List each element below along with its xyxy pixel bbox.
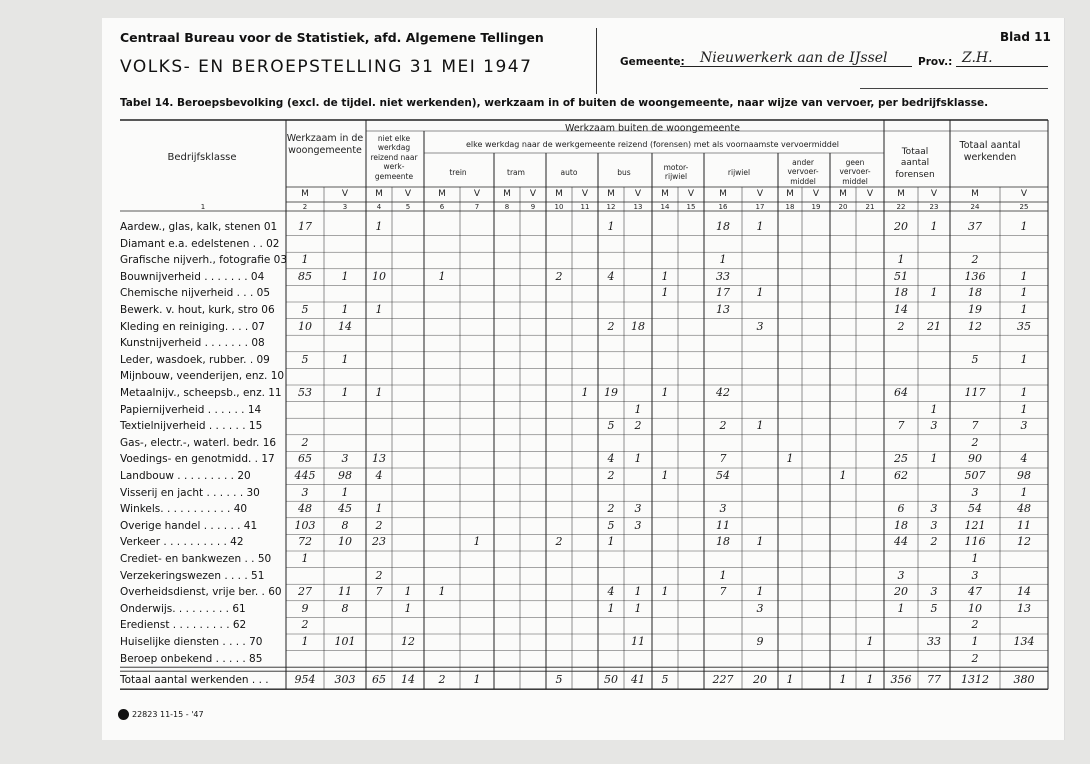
row-label: Chemische nijverheid . . . 05: [120, 287, 271, 300]
v-header-col-15: V: [687, 189, 695, 199]
cell-value: 1: [301, 253, 309, 267]
column-number-12: 12: [606, 203, 616, 211]
cell-value: 9: [756, 635, 764, 648]
cell-value: 3: [930, 502, 938, 516]
cell-value: 54: [968, 502, 982, 516]
cell-value: 18: [968, 286, 982, 300]
m-header-col-12: M: [607, 189, 615, 199]
header-totaal-forensen: Totaal aantal forensen: [895, 147, 935, 180]
v-header-col-11: V: [581, 189, 589, 199]
row-label: Kunstnijverheid . . . . . . . 08: [120, 337, 265, 350]
cell-value: 1: [661, 469, 669, 482]
cell-value: 54: [716, 469, 730, 482]
v-header-col-19: V: [812, 189, 820, 199]
cell-value: 2: [555, 269, 563, 283]
cell-value: 1: [375, 220, 383, 233]
cell-value: 64: [894, 386, 908, 399]
header-trein: trein: [449, 168, 467, 177]
header-geen-vervoermiddel: geen vervoer-middel: [839, 158, 871, 186]
cell-value: 1: [1020, 386, 1028, 399]
cell-value: 3: [930, 518, 938, 532]
cell-value: 45: [338, 502, 352, 516]
cell-value: 1: [1020, 286, 1028, 300]
cell-value: 10: [338, 535, 352, 549]
column-number-25: 25: [1019, 203, 1029, 211]
cell-value: 1: [661, 269, 669, 283]
cell-value: 2: [301, 435, 309, 449]
cell-value: 2: [897, 319, 905, 333]
cell-value: 2: [971, 618, 979, 632]
cell-value: 37: [968, 220, 982, 233]
cell-value: 7: [719, 585, 727, 599]
cell-value: 1: [341, 386, 349, 399]
header-bus: bus: [617, 168, 631, 177]
cell-value: 1: [786, 452, 794, 466]
row-label: Overheidsdienst, vrije ber. . 60: [120, 586, 282, 599]
cell-value: 1: [581, 386, 589, 399]
m-header-col-14: M: [661, 189, 669, 199]
cell-value: 1: [1020, 352, 1028, 366]
row-label: Overige handel . . . . . . 41: [120, 519, 258, 532]
row-label: Gas-, electr.-, waterl. bedr. 16: [120, 436, 277, 449]
cell-value: 3: [1020, 419, 1028, 433]
cell-value: 11: [716, 518, 730, 532]
cell-value: 1: [404, 585, 412, 599]
m-header-col-20: M: [839, 189, 847, 199]
v-header-col-9: V: [529, 189, 537, 199]
header-totaal-werkenden: Totaal aantal werkenden: [959, 140, 1021, 163]
cell-value: 48: [298, 502, 312, 516]
cell-value: 12: [968, 319, 982, 333]
cell-value: 1: [1020, 269, 1028, 283]
gemeente-value: Nieuwerkerk aan de IJssel: [700, 50, 888, 66]
cell-value: 3: [756, 601, 764, 615]
cell-value: 77: [927, 673, 941, 687]
cell-value: 2: [607, 502, 615, 516]
cell-value: 1: [661, 286, 669, 300]
cell-value: 19: [604, 386, 618, 399]
cell-value: 5: [607, 518, 615, 532]
cell-value: 1: [404, 601, 412, 615]
row-label: Metaalnijv., scheepsb., enz. 11: [120, 387, 282, 399]
cell-value: 1: [301, 552, 309, 565]
cell-value: 1: [1020, 402, 1028, 416]
cell-value: 2: [930, 535, 938, 549]
cell-value: 72: [298, 535, 312, 549]
column-number-23: 23: [929, 203, 939, 211]
row-label: Bewerk. v. hout, kurk, stro 06: [120, 304, 275, 316]
cell-value: 3: [971, 568, 979, 582]
column-number-19: 19: [811, 203, 821, 211]
cell-value: 1: [341, 352, 349, 366]
cell-value: 1: [634, 452, 642, 466]
m-header-col-10: M: [555, 189, 563, 199]
header-niet-elke: niet elke werkdag reizend naar werk-gemeente: [370, 134, 418, 181]
cell-value: 44: [894, 535, 908, 549]
cell-value: 1: [375, 386, 383, 399]
cell-value: 90: [968, 452, 982, 466]
cell-value: 1: [341, 485, 349, 499]
cell-value: 85: [298, 269, 312, 283]
cell-value: 18: [894, 286, 908, 300]
cell-value: 1: [607, 601, 615, 615]
cell-value: 1: [661, 585, 669, 599]
cell-value: 1: [375, 502, 383, 516]
cell-value: 20: [753, 673, 767, 687]
cell-value: 27: [298, 585, 312, 599]
cell-value: 65: [298, 452, 312, 466]
cell-value: 303: [334, 673, 356, 687]
cell-value: 98: [1017, 469, 1031, 482]
cell-value: 3: [341, 452, 349, 466]
cell-value: 4: [607, 269, 615, 283]
row-label: Verzekeringswezen . . . . 51: [120, 569, 265, 582]
m-header-col-22: M: [897, 189, 905, 199]
cell-value: 1: [930, 286, 938, 300]
cell-value: 20: [894, 220, 908, 233]
cell-value: 1312: [961, 673, 989, 687]
cell-value: 18: [716, 220, 730, 233]
cell-value: 3: [897, 568, 905, 582]
cell-value: 10: [372, 269, 386, 283]
cell-value: 4: [375, 469, 383, 482]
cell-value: 1: [473, 673, 481, 687]
row-label: Bouwnijverheid . . . . . . . 04: [120, 270, 265, 283]
cell-value: 7: [971, 419, 979, 433]
cell-value: 2: [971, 253, 979, 267]
row-label: Totaal aantal werkenden . . .: [120, 674, 269, 687]
header-auto: auto: [560, 168, 578, 177]
cell-value: 101: [334, 635, 356, 648]
cell-value: 5: [971, 352, 979, 366]
cell-value: 2: [971, 651, 979, 665]
cell-value: 1: [1020, 303, 1028, 316]
header-werkzaam-buiten: Werkzaam buiten de woongemeente: [564, 123, 740, 134]
row-label: Aardew., glas, kalk, stenen 01: [120, 221, 278, 233]
row-label: Grafische nijverh., fotografie 03: [120, 254, 288, 267]
cell-value: 13: [1017, 601, 1031, 615]
cell-value: 2: [971, 435, 979, 449]
cell-value: 11: [1017, 518, 1031, 532]
cell-value: 65: [372, 673, 386, 687]
cell-value: 1: [930, 402, 938, 416]
m-header-col-6: M: [438, 189, 446, 199]
cell-value: 4: [607, 585, 615, 599]
cell-value: 1: [607, 220, 615, 233]
cell-value: 103: [294, 518, 316, 532]
row-label: Huiselijke diensten . . . . 70: [120, 636, 263, 648]
cell-value: 134: [1013, 635, 1035, 648]
cell-value: 18: [894, 518, 908, 532]
cell-value: 47: [968, 585, 982, 599]
v-header-col-7: V: [473, 189, 481, 199]
cell-value: 5: [661, 673, 669, 687]
column-number-16: 16: [718, 203, 728, 211]
cell-value: 5: [301, 303, 309, 316]
row-label: Voedings- en genotmidd. . 17: [120, 453, 275, 466]
cell-value: 1: [756, 419, 764, 433]
cell-value: 1: [438, 269, 446, 283]
cell-value: 51: [894, 269, 908, 283]
sheet-number: Blad 11: [1000, 30, 1051, 44]
cell-value: 1: [839, 673, 847, 687]
row-label: Eredienst . . . . . . . . . 62: [120, 619, 247, 632]
cell-value: 19: [968, 303, 982, 316]
form-footer: [118, 709, 204, 720]
cell-value: 356: [890, 673, 912, 687]
cell-value: 1: [634, 601, 642, 615]
cell-value: 2: [607, 319, 615, 333]
header-tram: tram: [507, 168, 525, 177]
cell-value: 10: [298, 319, 312, 333]
cell-value: 1: [786, 673, 794, 687]
column-number-24: 24: [970, 203, 980, 211]
cell-value: 7: [375, 585, 383, 599]
cell-value: 1: [661, 386, 669, 399]
header-ander-vervoermiddel: ander vervoer-middel: [787, 158, 819, 186]
cell-value: 33: [927, 635, 941, 648]
cell-value: 1: [971, 635, 979, 648]
column-number-3: 3: [342, 203, 348, 211]
column-number-18: 18: [785, 203, 795, 211]
row-label: Mijnbouw, veenderijen, enz. 10: [120, 370, 285, 383]
form-code: 22823 11-15 - '47: [132, 710, 204, 719]
column-number-10: 10: [554, 203, 564, 211]
v-header-col-23: V: [930, 189, 938, 199]
column-number-7: 7: [474, 203, 480, 211]
header-motorrijwiel: motor-rijwiel: [663, 163, 689, 182]
column-number-11: 11: [580, 203, 590, 211]
cell-value: 5: [301, 352, 309, 366]
cell-value: 12: [1017, 535, 1031, 549]
cell-value: 136: [964, 269, 986, 283]
cell-value: 3: [634, 518, 642, 532]
cell-value: 1: [756, 220, 764, 233]
header-elke: elke werkdag naar de werkgemeente reizend (forensen) met als voornaamste vervoermiddel: [465, 140, 840, 149]
cell-value: 2: [438, 673, 446, 687]
cell-value: 1: [930, 452, 938, 466]
cell-value: 3: [719, 502, 727, 516]
cell-value: 2: [375, 568, 383, 582]
m-header-col-8: M: [503, 189, 511, 199]
row-label: Verkeer . . . . . . . . . . 42: [120, 536, 244, 549]
cell-value: 4: [1020, 452, 1028, 466]
row-label: Kleding en reiniging. . . . 07: [120, 320, 265, 333]
cell-value: 62: [894, 469, 908, 482]
cell-value: 2: [634, 419, 642, 433]
column-number-8: 8: [504, 203, 510, 211]
cell-value: 121: [964, 518, 986, 532]
column-number-22: 22: [896, 203, 906, 211]
column-number-14: 14: [660, 203, 670, 211]
cell-value: 12: [401, 635, 415, 648]
cell-value: 3: [634, 502, 642, 516]
cell-value: 53: [298, 386, 312, 399]
row-label: Winkels. . . . . . . . . . . 40: [120, 503, 248, 516]
column-number-21: 21: [865, 203, 875, 211]
v-header-col-13: V: [634, 189, 642, 199]
cell-value: 8: [341, 518, 349, 532]
province-value: Z.H.: [962, 50, 993, 66]
cell-value: 98: [338, 469, 352, 482]
header-rijwiel: rijwiel: [727, 168, 751, 177]
column-number-2: 2: [302, 203, 308, 211]
cell-value: 23: [372, 535, 386, 549]
province-label: Prov.:: [918, 56, 953, 68]
cell-value: 10: [968, 601, 982, 615]
cell-value: 1: [607, 535, 615, 549]
v-header-col-3: V: [341, 189, 349, 199]
cell-value: 1: [375, 303, 383, 316]
cell-value: 1: [897, 253, 905, 267]
row-label: Leder, wasdoek, rubber. . 09: [120, 353, 270, 366]
cell-value: 8: [341, 601, 349, 615]
organization: Centraal Bureau voor de Statistiek, afd. Algemene Tellingen: [120, 30, 544, 45]
column-number-17: 17: [755, 203, 765, 211]
gemeente-label: Gemeente:: [620, 56, 685, 68]
v-header-col-25: V: [1020, 189, 1028, 199]
cell-value: 117: [964, 386, 986, 399]
cell-value: 1: [341, 269, 349, 283]
v-header-col-5: V: [404, 189, 412, 199]
cell-value: 6: [897, 502, 905, 516]
cell-value: 14: [1017, 585, 1031, 599]
cell-value: 2: [375, 518, 383, 532]
cell-value: 13: [716, 303, 730, 316]
cell-value: 3: [301, 485, 309, 499]
cell-value: 2: [719, 419, 727, 433]
table-title: Tabel 14. Beroepsbevolking (excl. de tijdel. niet werkenden), werkzaam in of buiten de woongemeente, naar wijze van vervoer, per bedrijfsklasse.: [120, 97, 989, 109]
cell-value: 1: [971, 552, 979, 565]
column-number-4: 4: [376, 203, 382, 211]
cell-value: 1: [866, 673, 874, 687]
cell-value: 1: [719, 253, 727, 267]
m-header-col-18: M: [786, 189, 794, 199]
cell-value: 2: [607, 469, 615, 482]
cell-value: 11: [631, 635, 645, 648]
cell-value: 18: [631, 319, 645, 333]
cell-value: 11: [338, 585, 352, 599]
cell-value: 1: [756, 585, 764, 599]
column-number-15: 15: [686, 203, 696, 211]
column-number-13: 13: [633, 203, 643, 211]
cell-value: 33: [716, 269, 730, 283]
cell-value: 4: [607, 452, 615, 466]
cell-value: 3: [971, 485, 979, 499]
census-title: VOLKS- EN BEROEPSTELLING 31 MEI 1947: [120, 57, 533, 77]
cell-value: 227: [712, 673, 734, 687]
cell-value: 21: [927, 319, 941, 333]
column-number-6: 6: [439, 203, 445, 211]
column-number-5: 5: [405, 203, 411, 211]
cell-value: 3: [930, 419, 938, 433]
cell-value: 50: [604, 673, 618, 687]
row-label: Landbouw . . . . . . . . . 20: [120, 470, 251, 482]
cell-value: 1: [341, 303, 349, 316]
cell-value: 48: [1017, 502, 1031, 516]
cell-value: 445: [294, 469, 316, 482]
cell-value: 17: [298, 220, 312, 233]
v-header-col-17: V: [756, 189, 764, 199]
m-header-col-24: M: [971, 189, 979, 199]
cell-value: 13: [372, 452, 386, 466]
column-number-20: 20: [838, 203, 848, 211]
cell-value: 41: [631, 673, 645, 687]
cell-value: 1: [756, 535, 764, 549]
v-header-col-21: V: [866, 189, 874, 199]
cell-value: 1: [756, 286, 764, 300]
column-number-9: 9: [530, 203, 536, 211]
cell-value: 1: [897, 601, 905, 615]
row-label: Textielnijverheid . . . . . . 15: [120, 420, 263, 433]
cell-value: 1: [438, 585, 446, 599]
row-label: Papiernijverheid . . . . . . 14: [120, 403, 262, 416]
cell-value: 380: [1013, 673, 1035, 687]
cell-value: 14: [338, 319, 352, 333]
cell-value: 5: [607, 419, 615, 433]
cell-value: 1: [930, 220, 938, 233]
cell-value: 1: [473, 535, 481, 549]
row-label: Diamant e.a. edelstenen . . 02: [120, 237, 280, 250]
cell-value: 14: [894, 303, 908, 316]
row-label: Beroep onbekend . . . . . 85: [120, 652, 263, 665]
header-bedrijfsklasse: Bedrijfsklasse: [167, 152, 237, 163]
cell-value: 7: [897, 419, 905, 433]
cell-value: 2: [301, 618, 309, 632]
cell-value: 1: [866, 635, 874, 648]
cell-value: 1: [634, 402, 642, 416]
cell-value: 116: [964, 535, 986, 549]
cell-value: 2: [555, 535, 563, 549]
row-label: Onderwijs. . . . . . . . . 61: [120, 602, 246, 615]
cell-value: 3: [930, 585, 938, 599]
cell-value: 5: [930, 601, 938, 615]
cell-value: 35: [1017, 319, 1031, 333]
cell-value: 25: [894, 452, 908, 466]
cell-value: 18: [716, 535, 730, 549]
cell-value: 1: [634, 585, 642, 599]
cell-value: 1: [1020, 485, 1028, 499]
column-number-1: 1: [200, 203, 206, 211]
cell-value: 7: [719, 452, 727, 466]
cell-value: 1: [719, 568, 727, 582]
m-header-col-4: M: [375, 189, 383, 199]
cell-value: 5: [555, 673, 563, 687]
cell-value: 17: [716, 286, 730, 300]
m-header-col-16: M: [719, 189, 727, 199]
m-header-col-2: M: [301, 189, 309, 199]
cell-value: 9: [301, 601, 309, 615]
cell-value: 14: [401, 673, 415, 687]
cell-value: 507: [964, 469, 986, 482]
header-werkzaam-in: Werkzaam in de woongemeente: [286, 133, 364, 156]
row-label: Crediet- en bankwezen . . 50: [120, 553, 272, 565]
cell-value: 3: [756, 319, 764, 333]
cell-value: 1: [301, 635, 309, 648]
cell-value: 1: [839, 469, 847, 482]
cell-value: 954: [294, 673, 316, 687]
cell-value: 20: [894, 585, 908, 599]
cell-value: 1: [1020, 220, 1028, 233]
seal-icon: [118, 709, 129, 720]
cell-value: 42: [716, 386, 730, 399]
row-label: Visserij en jacht . . . . . . 30: [120, 486, 260, 499]
